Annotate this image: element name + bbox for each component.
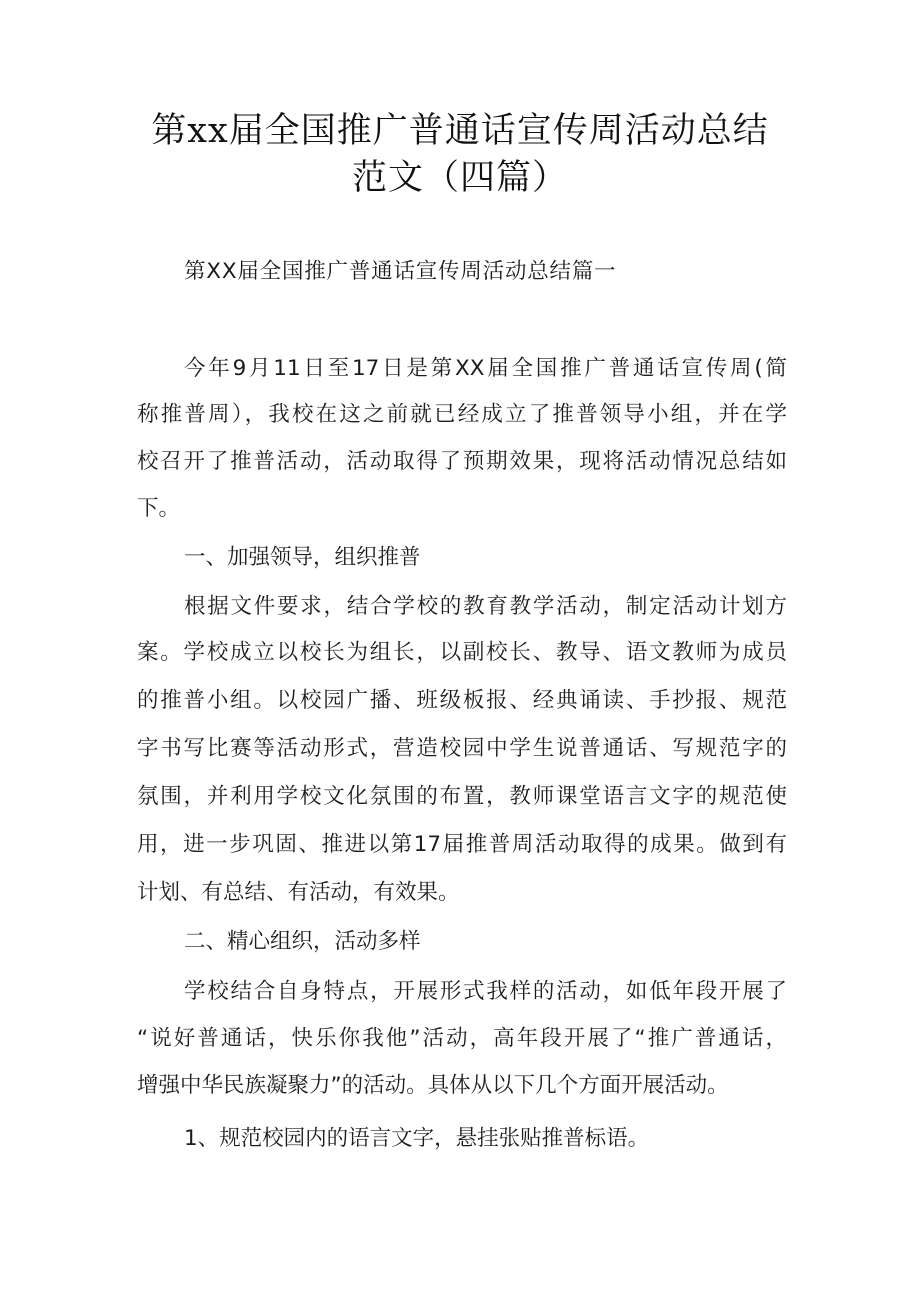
paragraph-3-line-1: 学校结合自身特点，开展形式我样的活动，如低年段开展了	[184, 979, 787, 1004]
paragraph-2-line-6: 用，进一步巩固、推进以第17届推普周活动取得的成果。做到有	[137, 832, 787, 857]
paragraph-2-line-7: 计划、有总结、有活动，有效果。	[137, 880, 460, 905]
document-title-line-2: 范文（四篇）	[351, 158, 568, 198]
document-title-line-1: 第xx届全国推广普通话宣传周活动总结	[151, 111, 769, 151]
paragraph-2-line-3: 的推普小组。以校园广播、班级板报、经典诵读、手抄报、规范	[137, 688, 787, 713]
paragraph-3-line-3: 增强中华民族凝聚力”的活动。具体从以下几个方面开展活动。	[137, 1073, 729, 1098]
paragraph-2-line-2: 案。学校成立以校长为组长，以副校长、教导、语文教师为成员	[137, 640, 787, 665]
paragraph-2-line-4: 字书写比赛等活动形式，营造校园中学生说普通话、写规范字的	[137, 736, 787, 761]
paragraph-1-line-3: 校召开了推普活动，活动取得了预期效果，现将活动情况总结如	[137, 449, 787, 474]
section-subtitle: 第XX届全国推广普通话宣传周活动总结篇一	[184, 259, 617, 284]
paragraph-2-line-5: 氛围，并利用学校文化氛围的布置，教师课堂语言文字的规范使	[137, 784, 787, 809]
paragraph-2-line-1: 根据文件要求，结合学校的教育教学活动，制定活动计划方	[184, 594, 787, 619]
paragraph-1-line-4: 下。	[137, 496, 181, 521]
list-item-1: 1、规范校园内的语言文字，悬挂张贴推普标语。	[184, 1126, 650, 1151]
section-heading-1: 一、加强领导，组织推普	[184, 545, 421, 570]
paragraph-1-line-2: 称推普周），我校在这之前就已经成立了推普领导小组，并在学	[137, 402, 787, 427]
paragraph-3-line-2: “说好普通话，快乐你我他”活动，高年段开展了“推广普通话，	[137, 1026, 787, 1051]
paragraph-1-line-1: 今年9月11日至17日是第XX届全国推广普通话宣传周(简	[184, 356, 787, 381]
section-heading-2: 二、精心组织，活动多样	[184, 929, 421, 954]
